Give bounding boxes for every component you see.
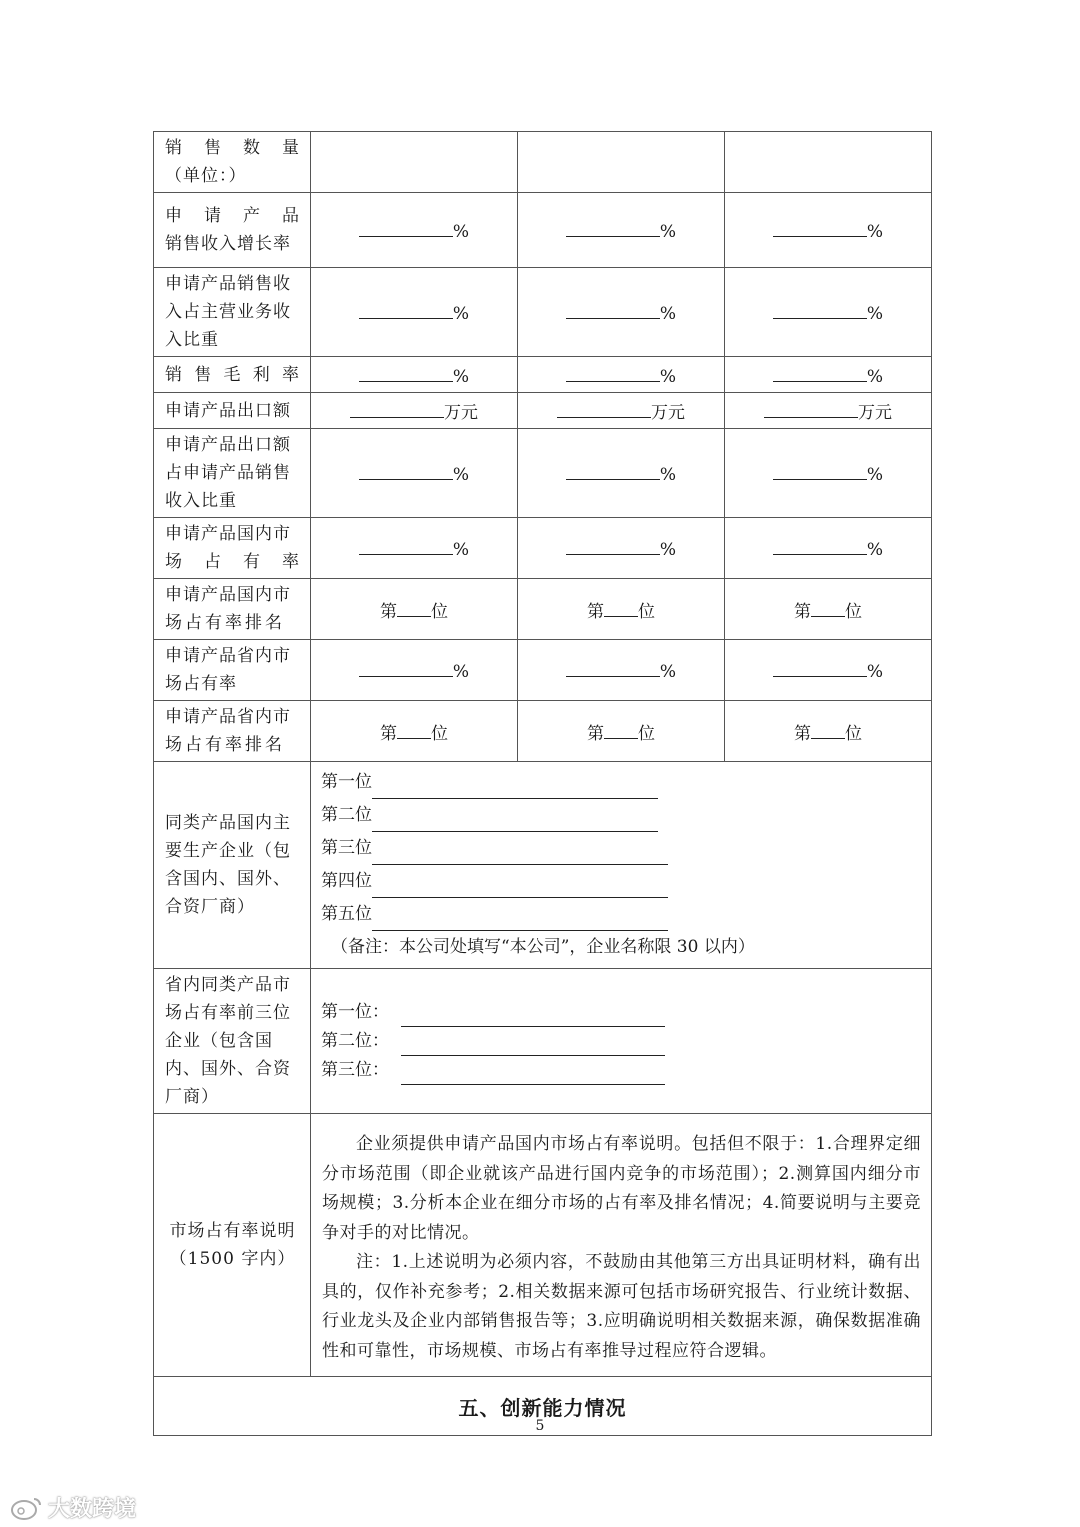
unit: % xyxy=(866,304,884,324)
input-cell-year-1[interactable] xyxy=(311,132,518,193)
percent-field[interactable] xyxy=(311,429,518,518)
rank-prefix: 第 xyxy=(794,723,811,744)
unit: % xyxy=(452,304,470,324)
rank-suffix: 位 xyxy=(845,601,862,622)
unit: % xyxy=(659,465,677,485)
unit: % xyxy=(659,366,677,387)
row-sales-quantity xyxy=(154,132,932,193)
label-market-share-explanation xyxy=(154,1114,311,1377)
place-label: 第三位 xyxy=(321,838,372,858)
unit: % xyxy=(866,465,884,485)
percent-field[interactable] xyxy=(725,193,932,268)
rank-suffix: 位 xyxy=(845,723,862,744)
unit: % xyxy=(659,222,677,242)
rank-suffix: 位 xyxy=(431,601,448,622)
label-char: 率 xyxy=(282,364,300,385)
producer-line[interactable] xyxy=(321,766,921,799)
rank-prefix: 第 xyxy=(587,723,604,744)
rank-suffix: 位 xyxy=(638,723,655,744)
unit: % xyxy=(452,366,470,387)
percent-field[interactable] xyxy=(725,429,932,518)
top3-line[interactable] xyxy=(321,1056,921,1085)
label-revenue-share: 申请产品销售收入占主营业务收入比重 xyxy=(154,268,311,357)
percent-field[interactable] xyxy=(311,640,518,701)
row-domestic-share xyxy=(154,518,932,579)
percent-field[interactable] xyxy=(725,640,932,701)
label-export-share: 申请产品出口额占申请产品销售收入比重 xyxy=(154,429,311,518)
amount-field[interactable] xyxy=(725,393,932,429)
label-text: （1500 字内） xyxy=(169,1249,296,1269)
label-char: 请 xyxy=(204,206,222,226)
label-province-top3: 省内同类产品市场占有率前三位企业（包含国内、国外、合资厂商） xyxy=(154,969,311,1114)
label-revenue-growth xyxy=(154,193,311,268)
weibo-icon xyxy=(10,1495,44,1521)
province-top3-list xyxy=(311,969,932,1114)
amount-field[interactable] xyxy=(311,393,518,429)
row-province-rank xyxy=(154,701,932,762)
label-char: 占 xyxy=(204,552,222,572)
unit: 万元 xyxy=(858,403,892,423)
amount-field[interactable] xyxy=(518,393,725,429)
label-char: 销 xyxy=(165,138,183,158)
label-text: 场占有率排名 xyxy=(165,613,285,633)
label-char: 售 xyxy=(194,364,213,385)
rank-field[interactable] xyxy=(518,701,725,762)
place-label: 第三位： xyxy=(321,1059,389,1080)
top3-line[interactable] xyxy=(321,998,921,1027)
row-revenue-share xyxy=(154,268,932,357)
rank-field[interactable] xyxy=(725,579,932,640)
unit: % xyxy=(659,540,677,560)
label-province-rank xyxy=(154,701,311,762)
unit: 万元 xyxy=(651,403,685,423)
application-form-table xyxy=(153,131,932,1436)
place-label: 第二位： xyxy=(321,1030,389,1051)
percent-field[interactable] xyxy=(725,518,932,579)
label-char: 产 xyxy=(243,206,261,226)
row-gross-margin xyxy=(154,357,932,393)
place-label: 第四位 xyxy=(321,871,372,891)
watermark-text: 大数跨境 xyxy=(48,1497,137,1522)
rank-prefix: 第 xyxy=(380,723,397,744)
percent-field[interactable] xyxy=(311,357,518,393)
place-label: 第一位 xyxy=(321,772,372,792)
rank-prefix: 第 xyxy=(587,601,604,622)
percent-field[interactable] xyxy=(311,268,518,357)
input-cell-year-2[interactable] xyxy=(518,132,725,193)
unit: % xyxy=(866,662,884,682)
label-domestic-producers: 同类产品国内主要生产企业（包含国内、国外、合资厂商） xyxy=(154,762,311,969)
percent-field[interactable] xyxy=(311,193,518,268)
unit: 万元 xyxy=(444,403,478,423)
domestic-producers-list xyxy=(311,762,932,969)
watermark xyxy=(10,1492,136,1523)
label-province-share xyxy=(154,640,311,701)
rank-field[interactable] xyxy=(725,701,932,762)
place-label: 第二位 xyxy=(321,805,372,825)
unit: % xyxy=(866,540,884,560)
rank-suffix: 位 xyxy=(638,601,655,622)
producer-line[interactable] xyxy=(321,865,921,898)
label-text: 申请产品国内市 xyxy=(165,524,291,544)
place-label: 第一位： xyxy=(321,1001,389,1022)
row-domestic-producers xyxy=(154,762,932,969)
row-province-top3 xyxy=(154,969,932,1114)
producer-line[interactable] xyxy=(321,832,921,865)
label-char: 毛 xyxy=(223,364,242,385)
unit: % xyxy=(659,662,677,682)
label-char: 场 xyxy=(165,552,183,572)
label-text: 场占有率 xyxy=(165,674,237,694)
rank-field[interactable] xyxy=(311,701,518,762)
label-char: 率 xyxy=(282,552,300,572)
percent-field[interactable] xyxy=(518,357,725,393)
unit: % xyxy=(866,366,884,387)
percent-field[interactable] xyxy=(518,640,725,701)
label-text: 市场占有率说明 xyxy=(169,1221,296,1241)
row-export-amount xyxy=(154,393,932,429)
unit: % xyxy=(452,662,470,682)
note-text: （备注：本公司处填写“本公司”，企业名称限 30 以内） xyxy=(331,937,755,957)
label-domestic-share xyxy=(154,518,311,579)
percent-field[interactable] xyxy=(725,357,932,393)
label-char: 售 xyxy=(204,138,222,158)
unit: % xyxy=(659,304,677,324)
label-char: 利 xyxy=(252,364,271,385)
label-text: 场占有率排名 xyxy=(165,735,285,755)
producer-line[interactable] xyxy=(321,799,921,832)
rank-prefix: 第 xyxy=(380,601,397,622)
percent-field[interactable] xyxy=(518,429,725,518)
label-export-amount: 申请产品出口额 xyxy=(154,393,311,429)
explanation-text-cell[interactable] xyxy=(311,1114,932,1377)
unit: % xyxy=(452,540,470,560)
unit: % xyxy=(452,222,470,242)
rank-prefix: 第 xyxy=(794,601,811,622)
label-sales-quantity xyxy=(154,132,311,193)
row-export-share xyxy=(154,429,932,518)
top3-line[interactable] xyxy=(321,1027,921,1056)
label-char: 销 xyxy=(165,364,183,385)
label-text: 申请产品国内市 xyxy=(165,585,291,605)
label-text: 销售收入增长率 xyxy=(165,234,291,254)
unit: % xyxy=(452,465,470,485)
label-domestic-rank xyxy=(154,579,311,640)
percent-field[interactable] xyxy=(518,268,725,357)
rank-suffix: 位 xyxy=(431,723,448,744)
row-domestic-rank xyxy=(154,579,932,640)
label-text: 申请产品省内市 xyxy=(165,707,291,727)
percent-field[interactable] xyxy=(725,268,932,357)
label-gross-margin xyxy=(154,357,311,393)
row-revenue-growth xyxy=(154,193,932,268)
unit: % xyxy=(866,222,884,242)
row-province-share xyxy=(154,640,932,701)
label-char: 品 xyxy=(282,206,300,226)
rank-field[interactable] xyxy=(311,579,518,640)
label-char: 量 xyxy=(282,138,300,158)
percent-field[interactable] xyxy=(518,193,725,268)
input-cell-year-3[interactable] xyxy=(725,132,932,193)
producer-line[interactable] xyxy=(321,898,921,931)
percent-field[interactable] xyxy=(518,518,725,579)
note-paragraph: 注：1.上述说明为必须内容，不鼓励由其他第三方出具证明材料，确有出具的，仅作补充参考；2.相关数据来源可包括市场研究报告、行业统计数据、行业龙头及企业内部销售报告等；3.应明确说明相关数据来源，确保数据准确性和可靠性，市场规模、市场占有率推导过程应符合逻辑。 xyxy=(322,1252,921,1361)
label-char: 数 xyxy=(243,138,261,158)
page-number: 5 xyxy=(535,1418,545,1434)
explanation-paragraph: 企业须提供申请产品国内市场占有率说明。包括但不限于：1.合理界定细分市场范围（即企业就该产品进行国内竞争的市场范围）；2.测算国内细分市场规模；3.分析本企业在细分市场的占有率及排名情况；4.简要说明与主要竞争对手的对比情况。 xyxy=(322,1134,921,1243)
place-label: 第五位 xyxy=(321,904,372,924)
label-unit: （单位：） xyxy=(165,166,247,186)
label-char: 有 xyxy=(243,552,261,572)
rank-field[interactable] xyxy=(518,579,725,640)
row-market-share-explanation xyxy=(154,1114,932,1377)
label-char: 申 xyxy=(165,206,183,226)
section-title: 五、创新能力情况 xyxy=(154,1377,932,1436)
percent-field[interactable] xyxy=(311,518,518,579)
label-text: 申请产品省内市 xyxy=(165,646,291,666)
